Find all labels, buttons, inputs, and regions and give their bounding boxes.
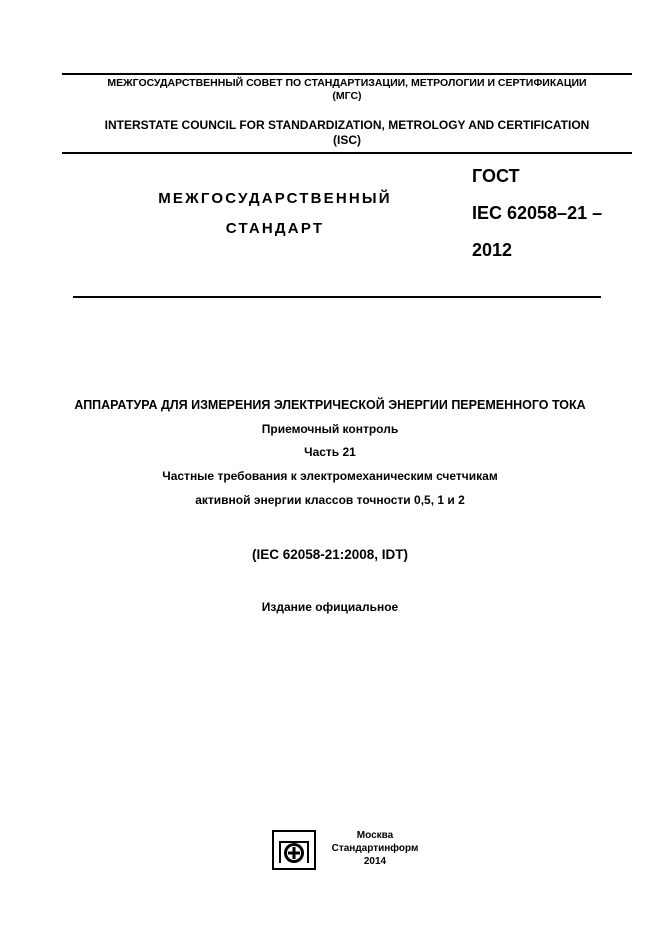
top-rule xyxy=(62,73,632,75)
council-en-line1: INTERSTATE COUNCIL FOR STANDARDIZATION, METROLOGY AND CERTIFICATION xyxy=(104,118,590,132)
publisher-year: 2014 xyxy=(363,856,387,867)
gost-label: ГОСТ xyxy=(472,166,520,186)
publisher-city: Москва xyxy=(356,830,394,841)
title-subtitle: Приемочный контроль xyxy=(261,422,399,436)
gost-year: 2012 xyxy=(472,240,513,260)
council-en-abbrev: (ISC) xyxy=(333,133,361,147)
edition-label: Издание официальное xyxy=(261,600,399,614)
gost-number: IEC 62058–21 – xyxy=(472,203,603,223)
standard-type-line2: СТАНДАРТ xyxy=(225,220,325,237)
header-bottom-rule xyxy=(62,152,632,154)
council-name-ru xyxy=(62,77,632,103)
title-requirements-line1: Частные требования к электромеханическим счетчикам xyxy=(162,469,498,483)
council-ru-abbrev: (МГС) xyxy=(332,90,362,102)
standard-type xyxy=(120,190,430,237)
designation-rule xyxy=(73,296,601,298)
title-requirements-line2: активной энергии классов точности 0,5, 1 и 2 xyxy=(195,493,465,507)
iec-reference: (IEC 62058-21:2008, IDT) xyxy=(251,547,409,562)
gost-designation xyxy=(472,166,642,261)
council-name-en xyxy=(62,118,632,148)
publisher-info xyxy=(320,829,430,868)
document-title: АППАРАТУРА ДЛЯ ИЗМЕРЕНИЯ ЭЛЕКТРИЧЕСКОЙ ЭНЕРГИИ ПЕРЕМЕННОГО ТОКА xyxy=(74,398,586,412)
council-ru-line1: МЕЖГОСУДАРСТВЕННЫЙ СОВЕТ ПО СТАНДАРТИЗАЦИИ, МЕТРОЛОГИИ И СЕРТИФИКАЦИИ xyxy=(107,77,587,89)
standard-type-line1: МЕЖГОСУДАРСТВЕННЫЙ xyxy=(158,190,392,207)
title-part: Часть 21 xyxy=(304,445,356,459)
standartinform-logo-icon xyxy=(272,830,316,870)
publisher-name: Стандартинформ xyxy=(331,843,419,854)
